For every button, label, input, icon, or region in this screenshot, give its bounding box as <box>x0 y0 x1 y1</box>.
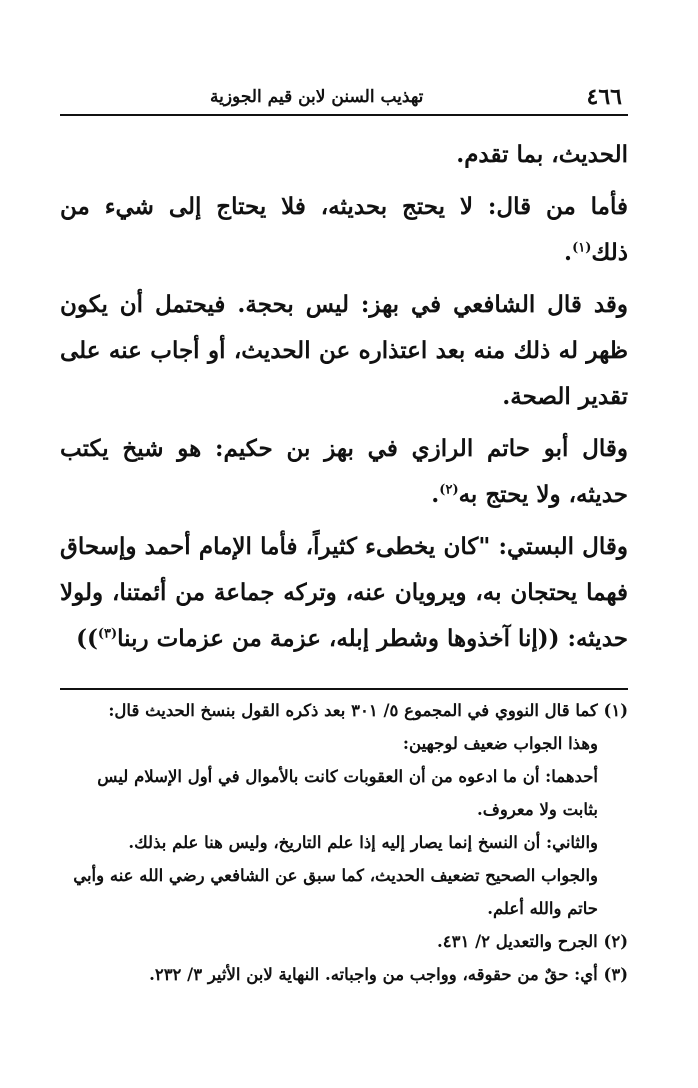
footnote-ref[interactable]: (١) <box>572 240 592 256</box>
page-number: ٤٦٦ <box>586 84 622 110</box>
paragraph: الحديث، بما تقدم. <box>456 141 628 168</box>
footnote-ref[interactable]: (٣) <box>97 626 118 642</box>
book-page <box>60 84 628 991</box>
footnote-line: (٣) أي: حقٌ من حقوقه، وواجب من واجباته. النهاية لابن الأثير ٣/ ٢٣٢. <box>149 965 628 984</box>
running-title: تهذيب السنن لابن قيم الجوزية <box>210 87 424 107</box>
footnote-line: وهذا الجواب ضعيف لوجهين: <box>402 734 598 753</box>
footnotes <box>60 694 628 991</box>
paragraph: فأما من قال: لا يحتج بحديثه، فلا يحتاج إلى شيء من ذلك$^{(١)}$. <box>60 193 628 266</box>
footnote-line: (١) كما قال النووي في المجموع ٥/ ٣٠١ بعد ذكره القول بنسخ الحديث قال: <box>108 701 628 720</box>
footnote-line: والجواب الصحيح تضعيف الحديث، كما سبق عن الشافعي رضي الله عنه وأبي حاتم والله أعلم. <box>73 866 598 918</box>
paragraph: وقال البستي: "كان يخطىء كثيراً، فأما الإمام أحمد وإسحاق فهما يحتجان به، ويرويان عنه، وتركه جماعة من أئمتنا، ولولا حديثه: ((إنا آخذوها وشطر إبله، عزمة من عزمات ربنا$^{(٣)}$)) <box>60 533 628 652</box>
footnote-ref[interactable]: (٢) <box>439 482 459 498</box>
main-text <box>60 132 628 662</box>
footnote-line: (٢) الجرح والتعديل ٢/ ٤٣١. <box>436 932 628 951</box>
page-header <box>60 84 628 116</box>
footnote-line: والثاني: أن النسخ إنما يصار إليه إذا علم التاريخ، وليس هنا علم بذلك. <box>128 833 598 852</box>
footnote-divider <box>60 688 628 690</box>
paragraph: وقد قال الشافعي في بهز: ليس بحجة. فيحتمل أن يكون ظهر له ذلك منه بعد اعتذاره عن الحديث، أو أجاب عنه على تقدير الصحة. <box>60 291 628 410</box>
paragraph: وقال أبو حاتم الرازي في بهز بن حكيم: هو شيخ يكتب حديثه، ولا يحتج به$^{(٢)}$. <box>60 435 628 508</box>
footnote-line: أحدهما: أن ما ادعوه من أن العقوبات كانت بالأموال في أول الإسلام ليس بثابت ولا معروف. <box>97 767 598 819</box>
